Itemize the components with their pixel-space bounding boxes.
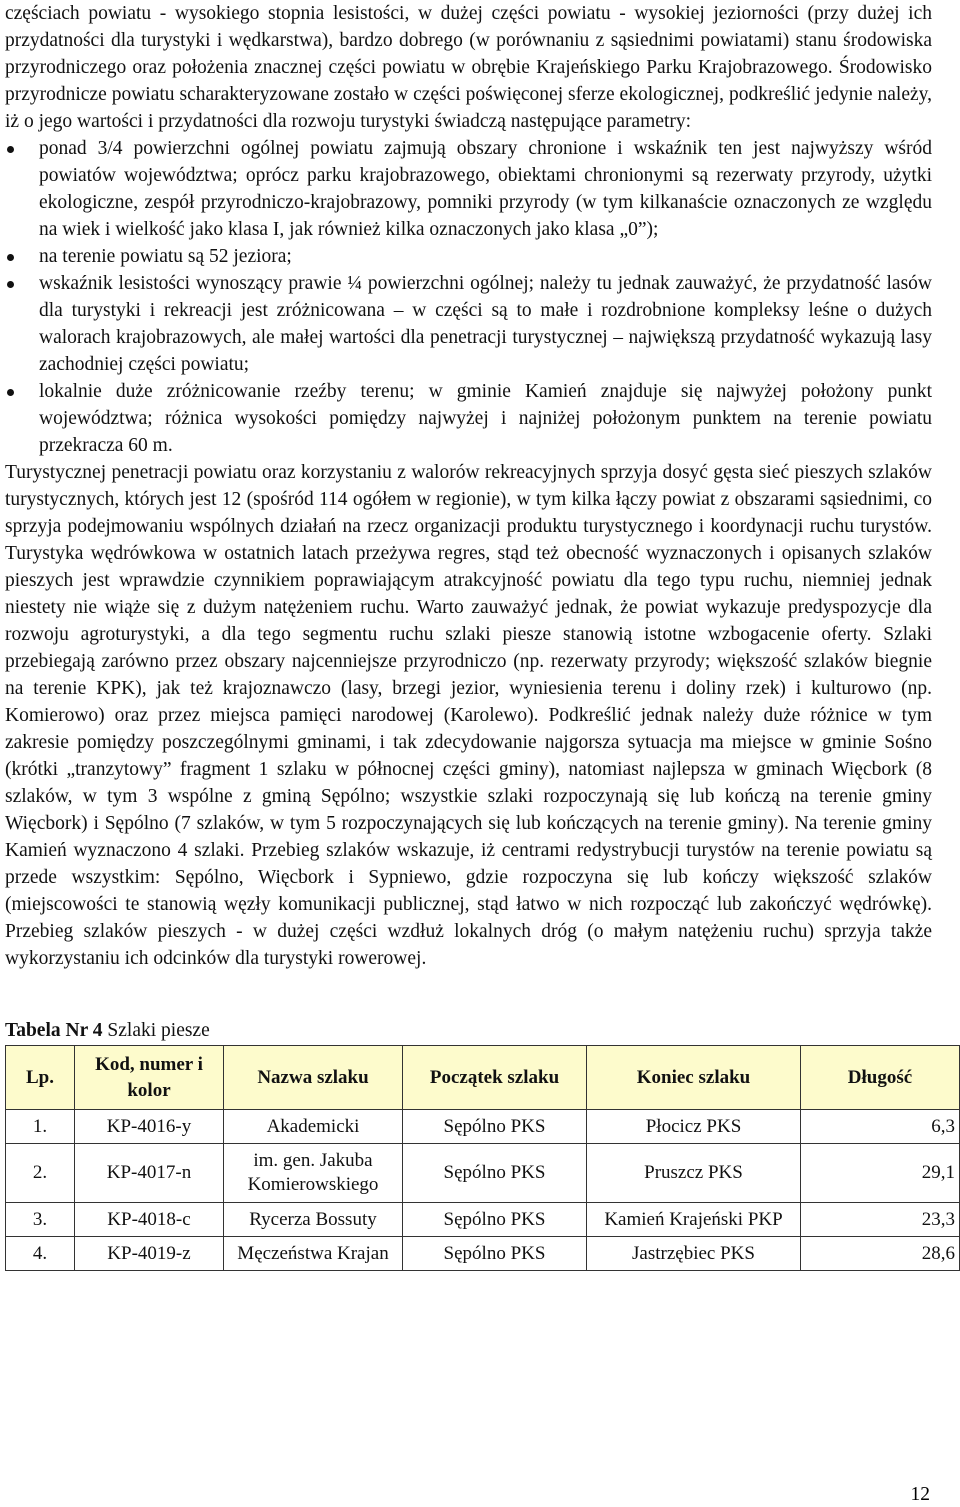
cell-length: 6,3 xyxy=(801,1110,960,1144)
list-item xyxy=(5,270,932,378)
header-start: Początek szlaku xyxy=(403,1046,587,1110)
page-number: 12 xyxy=(910,1484,930,1505)
table-row xyxy=(6,1110,960,1144)
trails-paragraph: Turystycznej penetracji powiatu oraz korzystaniu z walorów rekreacyjnych sprzyja dosyć gęsta sieć pieszych szlaków turystycznych, których jest 12 (spośród 114 ogółem w regionie), w tym kilka łączy powiat z obszarami sąsiednimi, co sprzyja podejmowaniu wspólnych działań na rzecz organizacji produktu turystycznego i koordynacji ruchu turystów. Turystyka wędrówkowa w ostatnich latach przeżywa regres, stąd też obecność wyznaczonych i opisanych szlaków pieszych jest wprawdzie czynnikiem poprawiającym atrakcyjność powiatu dla tego typu ruchu, niemniej jednak niestety nie wiąże się z dużym natężeniem ruchu. Warto zauważyć jednak, że powiat wykazuje predyspozycje dla rozwoju agroturystyki, a dla tego segmentu ruchu szlaki piesze stanowią istotne wzbogacenie oferty. Szlaki przebiegają zarówno przez obszary najcenniejsze przyrodniczo (np. rezerwaty przyrody; większość szlaków biegnie na terenie KPK), jak też krajoznawczo (lasy, brzegi jezior, wyniesienia terenu i doliny rzek) i kulturowo (np. Komierowo) oraz przez miejsca pamięci narodowej (Karolewo). Podkreślić jednak należy duże różnice w tym zakresie pomiędzy poszczególnymi gminami, i tak zdecydowanie najgorsza sytuacja ma miejsce w gminie Sośno (krótki „tranzytowy” fragment 1 szlaku w północnej części gminy), natomiast najlepsza w gminach Więcbork (8 szlaków, w tym 3 wspólne z gminą Sępólno; wszystkie szlaki rozpoczynają się lub kończą na terenie gminy Więcbork) i Sępólno (7 szlaków, w tym 5 rozpoczynających się lub kończących na terenie gminy). Na terenie gminy Kamień wyznaczono 4 szlaki. Przebieg szlaków wskazuje, iż centrami redystrybucji turystów na terenie powiatu są przede wszystkim: Sępólno, Więcbork i Sypniewo, gdzie rozpoczyna się lub kończy większość szlaków (miejscowości te stanowią węzły komunikacji publicznej, stąd łatwo w nich rozpocząć lub zakończyć wędrówkę). Przebieg szlaków pieszych - w dużej części wzdłuż lokalnych dróg (o małym natężeniu ruchu) sprzyja także wykorzystaniu ich odcinków dla turystyki rowerowej. xyxy=(5,462,932,969)
cell-name: Rycerza Bossuty xyxy=(224,1203,403,1237)
cell-end: Pruszcz PKS xyxy=(587,1144,801,1203)
cell-code: KP-4018-c xyxy=(75,1203,224,1237)
table-row xyxy=(6,1203,960,1237)
trails-table xyxy=(5,1045,960,1271)
list-item xyxy=(5,135,932,243)
bullet-icon xyxy=(7,281,14,288)
cell-code: KP-4016-y xyxy=(75,1110,224,1144)
bullet-icon xyxy=(7,389,14,396)
list-item-text: lokalnie duże zróżnicowanie rzeźby terenu; w gminie Kamień znajduje się najwyżej położony punkt województwa; różnica wysokości pomiędzy najwyżej i najniżej położonym punktem na terenie powiatu przekracza 60 m. xyxy=(39,381,932,456)
cell-name: im. gen. Jakuba Komierowskiego xyxy=(224,1144,403,1203)
list-item xyxy=(5,378,932,459)
cell-start: Sępólno PKS xyxy=(403,1203,587,1237)
cell-end: Jastrzębiec PKS xyxy=(587,1237,801,1271)
cell-name: Męczeństwa Krajan xyxy=(224,1237,403,1271)
table-caption-title: Szlaki piesze xyxy=(102,1020,210,1041)
intro-paragraph: częściach powiatu - wysokiego stopnia lesistości, w dużej części powiatu - wysokiej jeziorności (przy dużej ich przydatności dla turystyki i wędkarstwa), bardzo dobrego (w porównaniu z sąsiednimi powiatami) stanu środowiska przyrodniczego oraz położenia znacznej części powiatu w obrębie Krajeńskiego Parku Krajobrazowego. Środowisko przyrodnicze powiatu scharakteryzowane zostało w części poświęconej sferze ekologicznej, podkreślić jedynie należy, iż o jego wartości i przydatności dla rozwoju turystyki świadczą następujące parametry: xyxy=(5,3,932,132)
cell-code: KP-4019-z xyxy=(75,1237,224,1271)
list-item-text: wskaźnik lesistości wynoszący prawie ¼ powierzchni ogólnej; należy tu jednak zauważyć, że przydatność lasów dla turystyki i rekreacji jest zróżnicowana – w części są to małe i rozdrobnione kompleksy leśne o dużych walorach krajobrazowych, ale małej wartości dla penetracji turystycznej – największą przydatność wykazują lasy zachodniej części powiatu; xyxy=(39,273,932,375)
list-item-text: na terenie powiatu są 52 jeziora; xyxy=(39,246,292,267)
table-header-row xyxy=(6,1046,960,1110)
header-lp: Lp. xyxy=(6,1046,75,1110)
cell-lp: 4. xyxy=(6,1237,75,1271)
cell-start: Sępólno PKS xyxy=(403,1237,587,1271)
document-page xyxy=(5,0,955,1271)
table-caption-label: Tabela Nr 4 xyxy=(5,1020,103,1041)
list-item-text: ponad 3/4 powierzchni ogólnej powiatu zajmują obszary chronione i wskaźnik ten jest najwyższy wśród powiatów województwa; oprócz parku krajobrazowego, obiektami chronionymi są rezerwaty przyrody, użytki ekologiczne, zespół przyrodniczo-krajobrazowy, pomniki przyrody (w tym kilkanaście oznaczonych ze względu na wiek i wielkość jako klasa I, jak również kilka oznaczonych jako klasa „0”); xyxy=(39,138,932,240)
bullet-icon xyxy=(7,254,14,261)
table-caption xyxy=(5,1017,932,1044)
cell-lp: 2. xyxy=(6,1144,75,1203)
list-item xyxy=(5,243,932,270)
header-code: Kod, numer i kolor xyxy=(75,1046,224,1110)
cell-code: KP-4017-n xyxy=(75,1144,224,1203)
table-row xyxy=(6,1144,960,1203)
cell-start: Sępólno PKS xyxy=(403,1144,587,1203)
cell-lp: 1. xyxy=(6,1110,75,1144)
parameters-list xyxy=(5,135,932,459)
cell-length: 23,3 xyxy=(801,1203,960,1237)
cell-name: Akademicki xyxy=(224,1110,403,1144)
header-name: Nazwa szlaku xyxy=(224,1046,403,1110)
cell-lp: 3. xyxy=(6,1203,75,1237)
cell-start: Sępólno PKS xyxy=(403,1110,587,1144)
header-end: Koniec szlaku xyxy=(587,1046,801,1110)
cell-end: Płocicz PKS xyxy=(587,1110,801,1144)
cell-end: Kamień Krajeński PKP xyxy=(587,1203,801,1237)
bullet-icon xyxy=(7,146,14,153)
cell-length: 29,1 xyxy=(801,1144,960,1203)
table-row xyxy=(6,1237,960,1271)
cell-length: 28,6 xyxy=(801,1237,960,1271)
header-length: Długość xyxy=(801,1046,960,1110)
